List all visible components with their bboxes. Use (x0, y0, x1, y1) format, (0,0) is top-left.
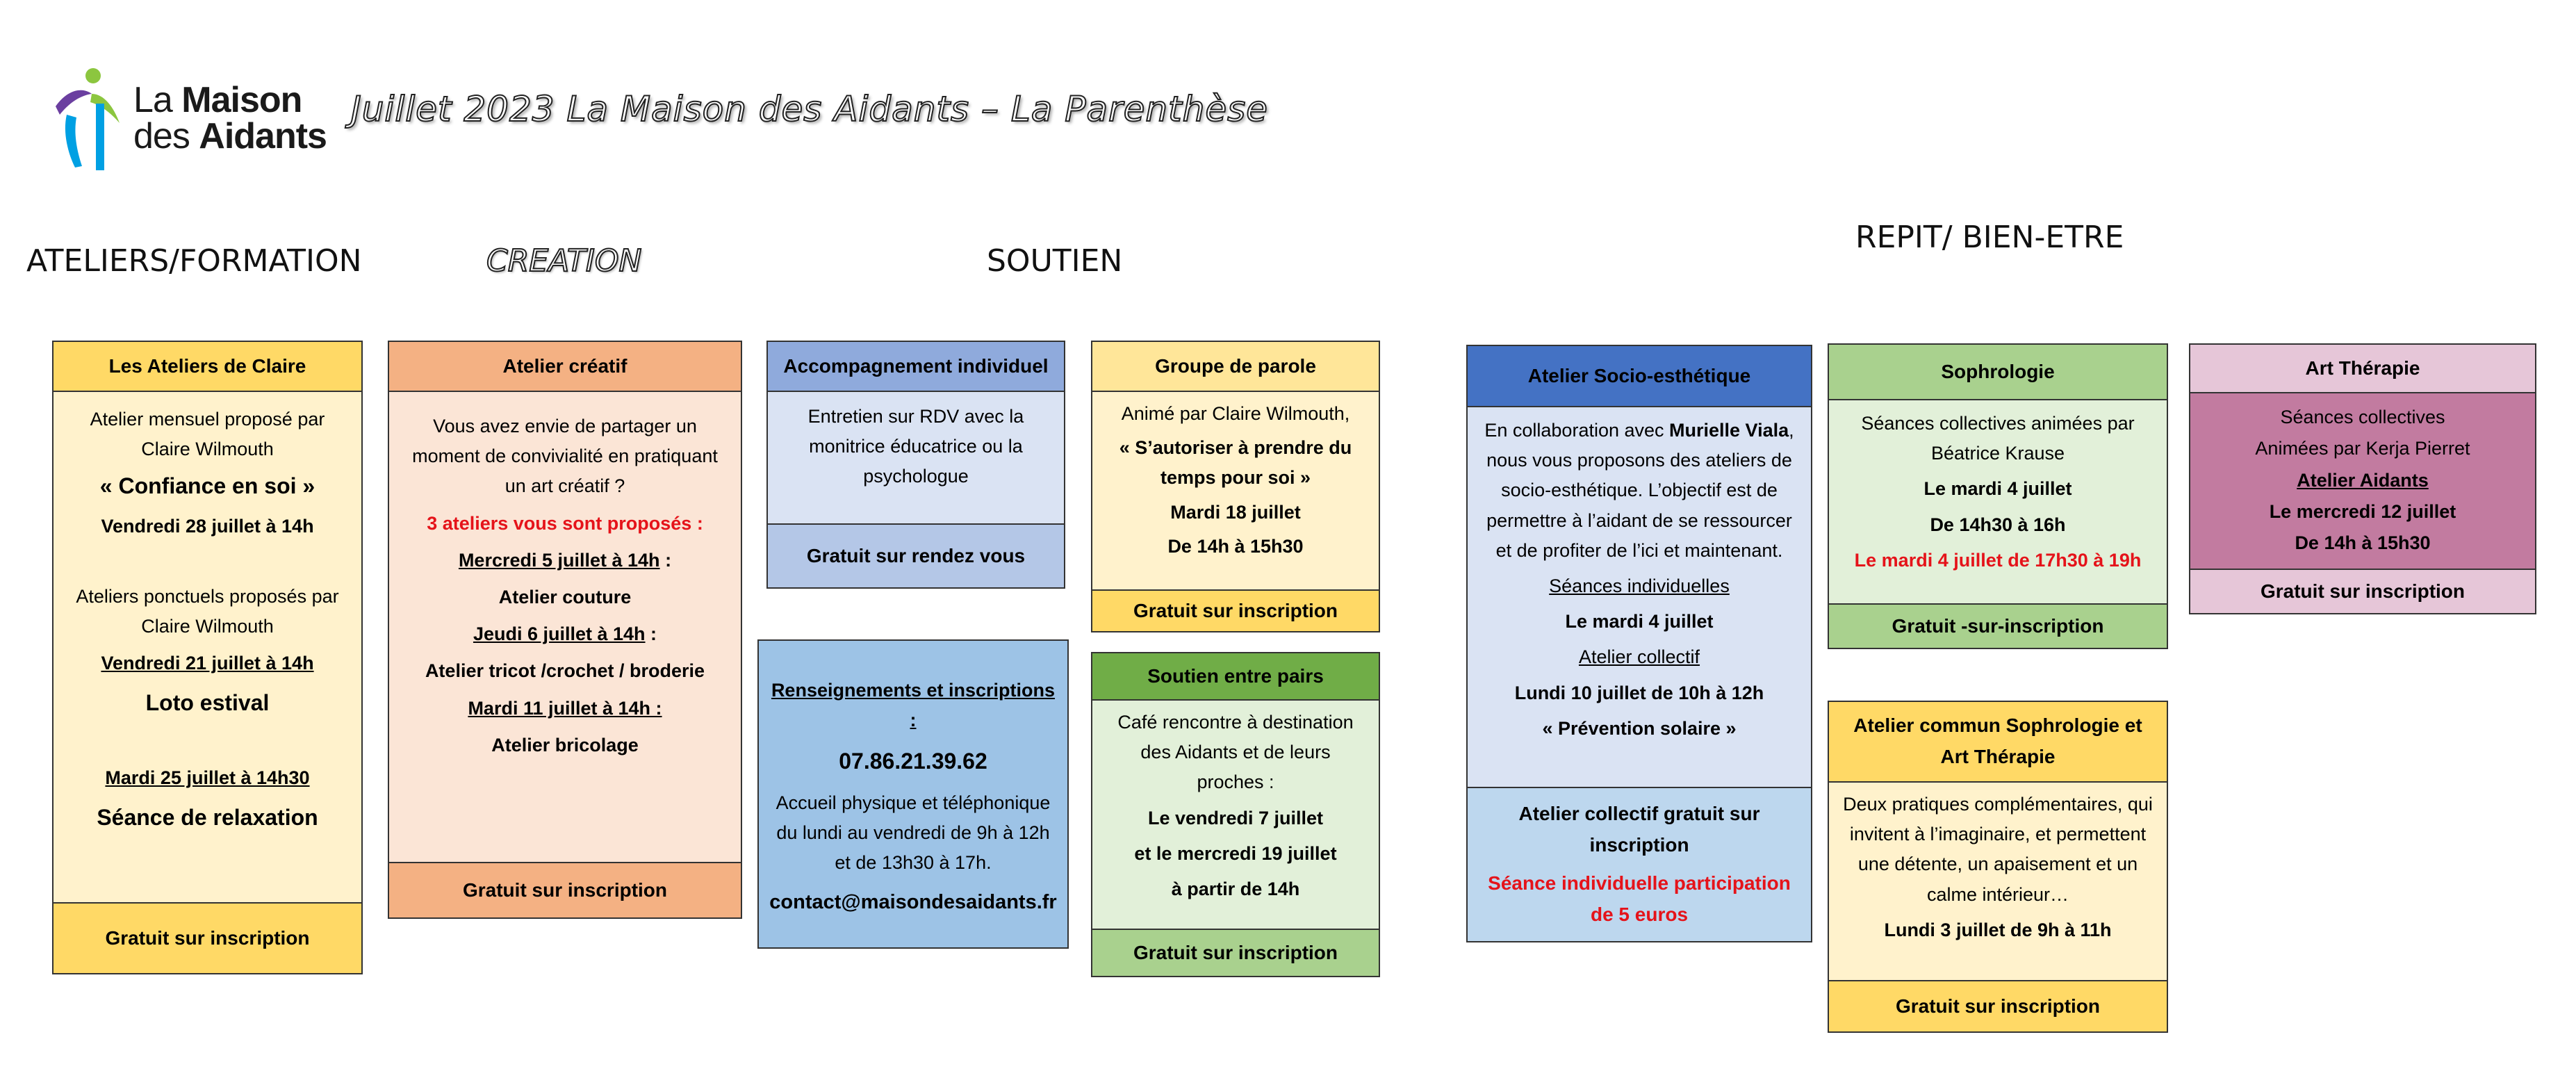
category-creation: CREATION (486, 243, 642, 279)
card-text: Le mardi 4 juillet (1923, 478, 2072, 500)
card-header: Art Thérapie (2190, 345, 2535, 393)
card-text: Séances collectives (2280, 407, 2445, 427)
card-text: Le mardi 4 juillet (1565, 611, 1714, 632)
card-footer: Gratuit sur inscription (1829, 980, 2167, 1031)
card-text: Séances individuelles (1549, 575, 1730, 596)
card-text: Mardi 18 juillet (1170, 501, 1301, 523)
card-header: Accompagnement individuel (768, 342, 1064, 392)
card-text: Atelier Aidants (2297, 469, 2429, 491)
card-text: Atelier mensuel proposé par Claire Wilmouth (90, 409, 325, 460)
card-text: Vous avez envie de partager un moment de convivialité en pratiquant un art créatif ? (412, 416, 718, 497)
card-text: Séances collectives animées par Béatrice Krause (1861, 413, 2135, 464)
card-text: Vendredi 28 juillet à 14h (101, 515, 314, 537)
card-text: Mercredi 5 juillet à 14h : (458, 549, 672, 571)
card-header: Atelier Socio-esthétique (1468, 346, 1811, 407)
card-text: De 14h à 15h30 (1167, 535, 1304, 557)
card-text: Renseignements et inscriptions : (771, 680, 1056, 731)
card-footer: Gratuit sur inscription (2190, 569, 2535, 613)
card-text: Le mercredi 12 juillet (2269, 501, 2456, 523)
card-text: Café rencontre à destination des Aidants et de leurs proches : (1117, 712, 1354, 793)
card-accompagnement (766, 341, 1065, 589)
card-atelier-creatif (388, 341, 742, 919)
card-art-therapie (2189, 343, 2536, 614)
card-soutien-pairs (1091, 652, 1380, 977)
card-text: Le mardi 4 juillet de 17h30 à 19h (1854, 549, 2142, 571)
card-text: De 14h à 15h30 (2295, 532, 2431, 554)
card-text: Atelier couture (498, 586, 632, 607)
logo-wordmark: La Maison des Aidants (133, 80, 327, 156)
card-footer: Gratuit sur inscription (1092, 589, 1379, 631)
card-footer: Gratuit sur inscription (389, 862, 741, 917)
card-footer: Atelier collectif gratuit sur inscription (1518, 803, 1760, 856)
card-footer: Gratuit sur rendez vous (768, 523, 1064, 587)
card-text: Atelier collectif (1578, 646, 1700, 668)
card-text: En collaboration avec Murielle Viala, nous vous proposons des ateliers de socio-esthétique. L’objectif est de permettre à l’aidant de se ressourcer et de profiter de l’ici et maintenant. (1484, 420, 1794, 561)
phone-number: 07.86.21.39.62 (839, 749, 987, 774)
card-sophrologie (1828, 343, 2168, 649)
card-header: Groupe de parole (1092, 342, 1379, 392)
maison-des-aidants-logo-icon (50, 66, 126, 170)
card-text: Le vendredi 7 juillet (1147, 807, 1324, 828)
card-header: Sophrologie (1829, 345, 2167, 400)
page-title: Juillet 2023 La Maison des Aidants – La Parenthèse (351, 89, 1268, 129)
category-ateliers: ATELIERS/FORMATION (26, 243, 362, 279)
card-header: Atelier commun Sophrologie et Art Thérapie (1829, 702, 2167, 783)
card-text: « Confiance en soi » (99, 473, 315, 499)
card-text: Mardi 11 juillet à 14h : (468, 697, 662, 719)
card-text: Accueil physique et téléphonique du lundi au vendredi de 9h à 12h et de 13h30 à 17h. (776, 792, 1051, 873)
card-renseignements (757, 639, 1069, 949)
card-text: Atelier bricolage (491, 734, 639, 756)
card-socio-esthetique (1466, 345, 1812, 942)
card-header: Atelier créatif (389, 342, 741, 392)
card-text: Atelier tricot /crochet / broderie (425, 660, 705, 682)
card-text: Vendredi 21 juillet à 14h (101, 653, 314, 674)
card-text: Jeudi 6 juillet à 14h : (473, 623, 657, 645)
card-text: Mardi 25 juillet à 14h30 (105, 767, 310, 788)
card-text: De 14h30 à 16h (1930, 514, 2066, 535)
card-ateliers-claire (52, 341, 363, 974)
card-text: « Prévention solaire » (1542, 717, 1737, 739)
card-text: Lundi 3 juillet de 9h à 11h (1884, 919, 2112, 940)
card-header: Soutien entre pairs (1092, 653, 1379, 701)
email-link[interactable]: contact@maisondesaidants.fr (769, 891, 1057, 914)
card-text: « S’autoriser à prendre du temps pour soi » (1119, 437, 1352, 489)
card-text: Deux pratiques complémentaires, qui invitent à l’imaginaire, et permettent une détente, un apaisement et un calme intérieur… (1843, 794, 2153, 905)
card-text: Loto estival (145, 690, 270, 716)
card-footer: Gratuit -sur-inscription (1829, 603, 2167, 648)
card-text: Entretien sur RDV avec la monitrice éducatrice ou la psychologue (807, 406, 1024, 487)
card-footer-red: Séance individuelle participation de 5 euros (1488, 872, 1791, 925)
card-text: 3 ateliers vous sont proposés : (427, 512, 703, 534)
card-atelier-commun (1828, 701, 2168, 1033)
card-footer: Gratuit sur inscription (54, 902, 361, 973)
card-footer: Gratuit sur inscription (1092, 929, 1379, 976)
card-text: à partir de 14h (1171, 878, 1300, 899)
card-text: Séance de relaxation (97, 804, 318, 830)
card-text: et le mercredi 19 juillet (1134, 842, 1337, 864)
card-text: Animées par Kerja Pierret (2255, 438, 2470, 459)
card-text: Lundi 10 juillet de 10h à 12h (1514, 682, 1764, 703)
card-groupe-parole (1091, 341, 1380, 632)
category-repit: REPIT/ BIEN-ETRE (1855, 220, 2124, 255)
category-soutien: SOUTIEN (987, 243, 1123, 279)
card-text: Animé par Claire Wilmouth, (1121, 403, 1350, 424)
card-text: Ateliers ponctuels proposés par Claire Wilmouth (76, 585, 339, 637)
card-header: Les Ateliers de Claire (54, 342, 361, 392)
